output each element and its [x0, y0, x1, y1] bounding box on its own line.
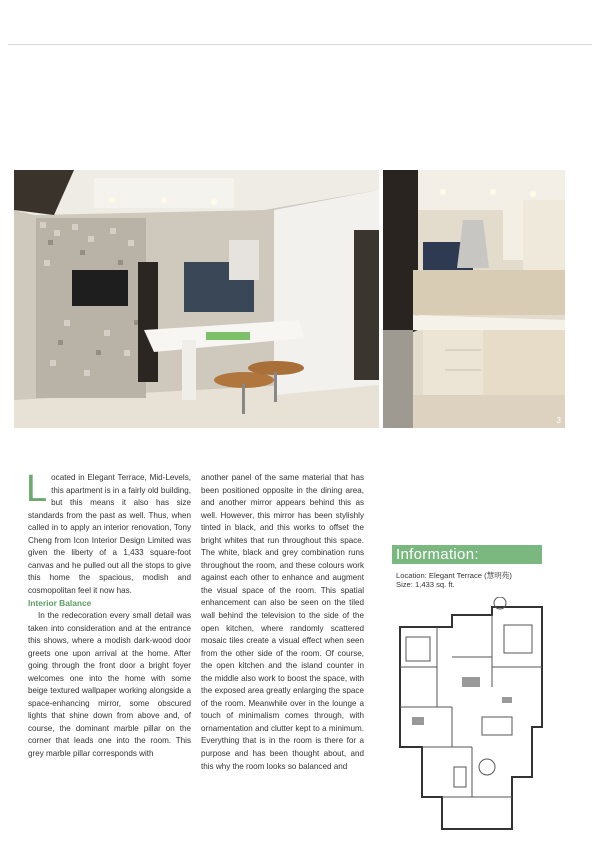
subhead-interior-balance: Interior Balance — [28, 598, 92, 609]
info-size: Size: 1,433 sq. ft. — [396, 580, 455, 589]
article-body-2: another panel of the same material that has been positioned opposite in the dining area, and another mirror appears behind this as well. However, this mirror has been stylishly tinted in black, and this works to offset the bright whites that run throughout this space. The white, black and grey combination runs throughout the room, and these colours work against each other to enhance and augment the visual space of the room. This spatial enhancement can also be seen on the tiled wall behind the television to the side of the open kitchen, where randomly scattered mosaic tiles create a visual effect when seen from the other side of the room. Of course, the open kitchen and the island counter in the middle also work to boost the space, with the exposed area greatly enlarging the space of the room. Meanwhile over in the lounge a touch of minimalism comes through, with ornamentation and clutter kept to a minimum. Everything that is in the room is there for a purpose and has been thought about, and this why the room looks so balanced and — [201, 473, 364, 771]
photo-living-room — [14, 170, 379, 428]
article-column-1 — [26, 468, 191, 761]
article-body-1: In the redecoration every small detail was taken into consideration and at the entrance this shows, where a modish dark-wood door greets one upon arrival at the home. After going through the front door a bright foyer welcomes one into the home with some beige textured wallpaper working alongside a space-enhancing mirror, some obscured lights that shine down from above and, of course, the dominant marble pillar on the corner that leads one into the room. This grey marble pillar corresponds with — [28, 611, 191, 759]
kitchen-illustration — [383, 170, 565, 428]
photo-number: 3 — [556, 416, 561, 425]
living-room-illustration — [14, 170, 379, 428]
top-rule — [8, 44, 592, 45]
article-intro — [26, 468, 191, 597]
floor-plan-drawing — [392, 597, 550, 837]
info-title: Information: — [392, 545, 542, 564]
photo-kitchen — [383, 170, 565, 428]
intro-text: ocated in Elegant Terrace, Mid-Levels, this apartment is in a fairly old building, but this means it also has size standards from the past as well. Thus, when called in to apply an interior renovation, Tony Cheng from Icon Interior Design Limited was given the liberty of a 1,433 square-foot canvas and he pulled out all the stops to give this home the spacious, modish and cosmopolitan feel it now has. — [28, 473, 191, 595]
info-location: Location: Elegant Terrace (慧明苑) — [396, 571, 512, 580]
article-column-2 — [201, 472, 364, 773]
drop-cap: L — [26, 468, 48, 510]
floor-plan — [392, 597, 550, 837]
